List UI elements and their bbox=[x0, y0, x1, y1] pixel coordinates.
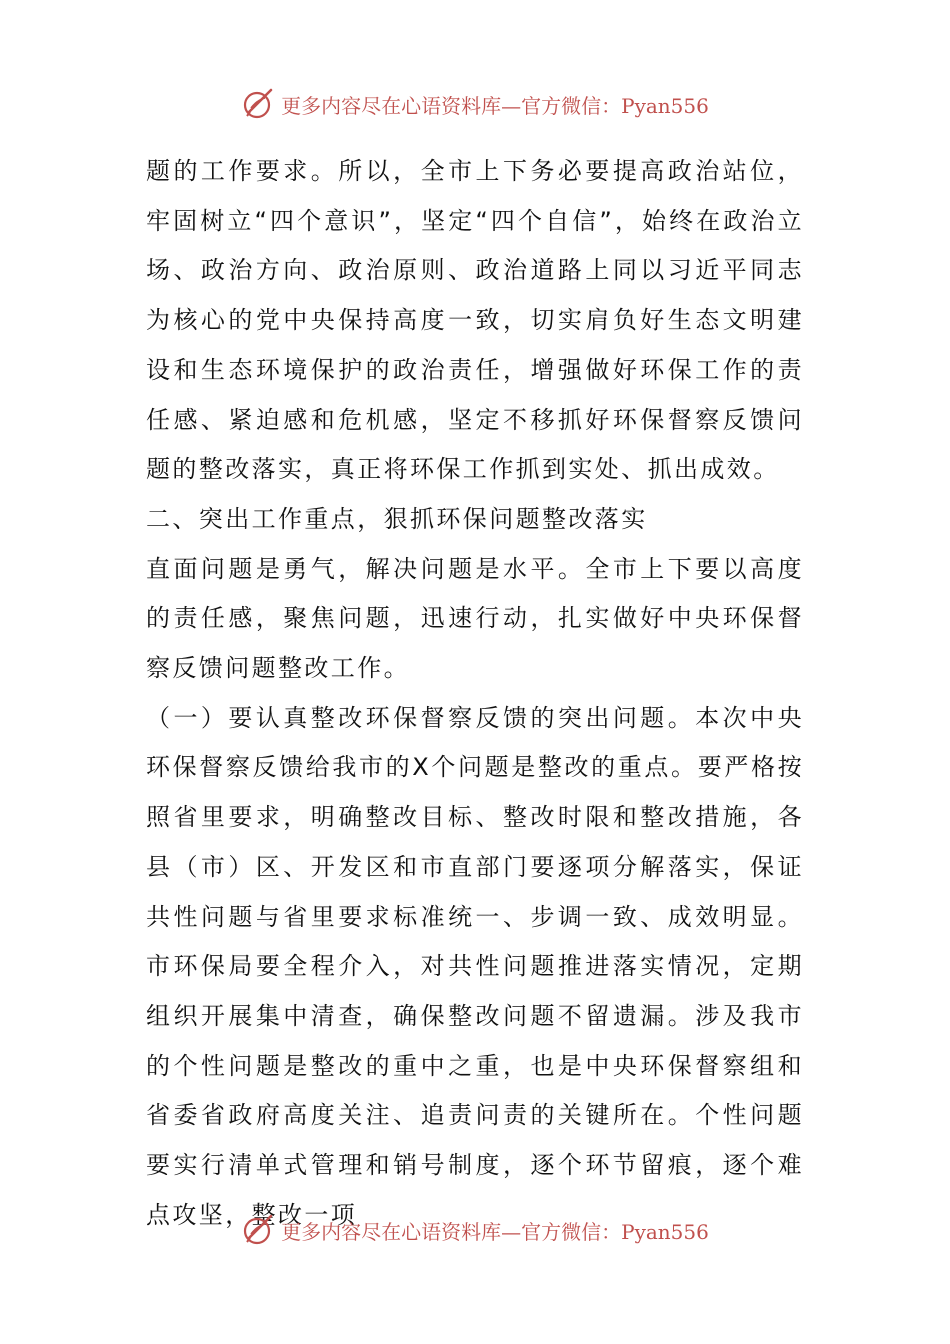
footer-watermark bbox=[0, 1210, 950, 1250]
header-watermark bbox=[0, 84, 950, 124]
paragraph: （一）要认真整改环保督察反馈的突出问题。本次中央环保督察反馈给我市的X个问题是整改的重点。要严格按照省里要求，明确整改目标、整改时限和整改措施，各县（市）区、开发区和市直部门要逐项分解落实，保证共性问题与省里要求标准统一、步调一致、成效明显。市环保局要全程介入，对共性问题推进落实情况，定期组织开展集中清查，确保整改问题不留遗漏。涉及我市的个性问题是整改的重中之重，也是中央环保督察组和省委省政府高度关注、追责问责的关键所在。个性问题要实行清单式管理和销号制度，逐个环节留痕，逐个难点攻坚，整改一项 bbox=[146, 703, 804, 1229]
paragraph: 题的工作要求。所以，全市上下务必要提高政治站位，牢固树立“四个意识”，坚定“四个自信”，始终在政治立场、政治方向、政治原则、政治道路上同以习近平同志为核心的党中央保持高度一致，切实肩负好生态文明建设和生态环境保护的政治责任，增强做好环保工作的责任感、紧迫感和危机感，坚定不移抓好环保督察反馈问题的整改落实，真正将环保工作抓到实处、抓出成效。 bbox=[146, 157, 804, 484]
watermark-text: 更多内容尽在心语资料库—官方微信：Pyan556 bbox=[281, 1219, 709, 1244]
body-text bbox=[146, 147, 804, 1240]
section-heading: 二、突出工作重点，狠抓环保问题整改落实 bbox=[146, 504, 648, 533]
watermark-text: 更多内容尽在心语资料库—官方微信：Pyan556 bbox=[281, 93, 709, 118]
pen-logo-icon bbox=[241, 86, 277, 122]
pen-logo-icon bbox=[241, 1212, 277, 1248]
paragraph: 直面问题是勇气，解决问题是水平。全市上下要以高度的责任感，聚焦问题，迅速行动，扎实做好中央环保督察反馈问题整改工作。 bbox=[146, 554, 804, 683]
